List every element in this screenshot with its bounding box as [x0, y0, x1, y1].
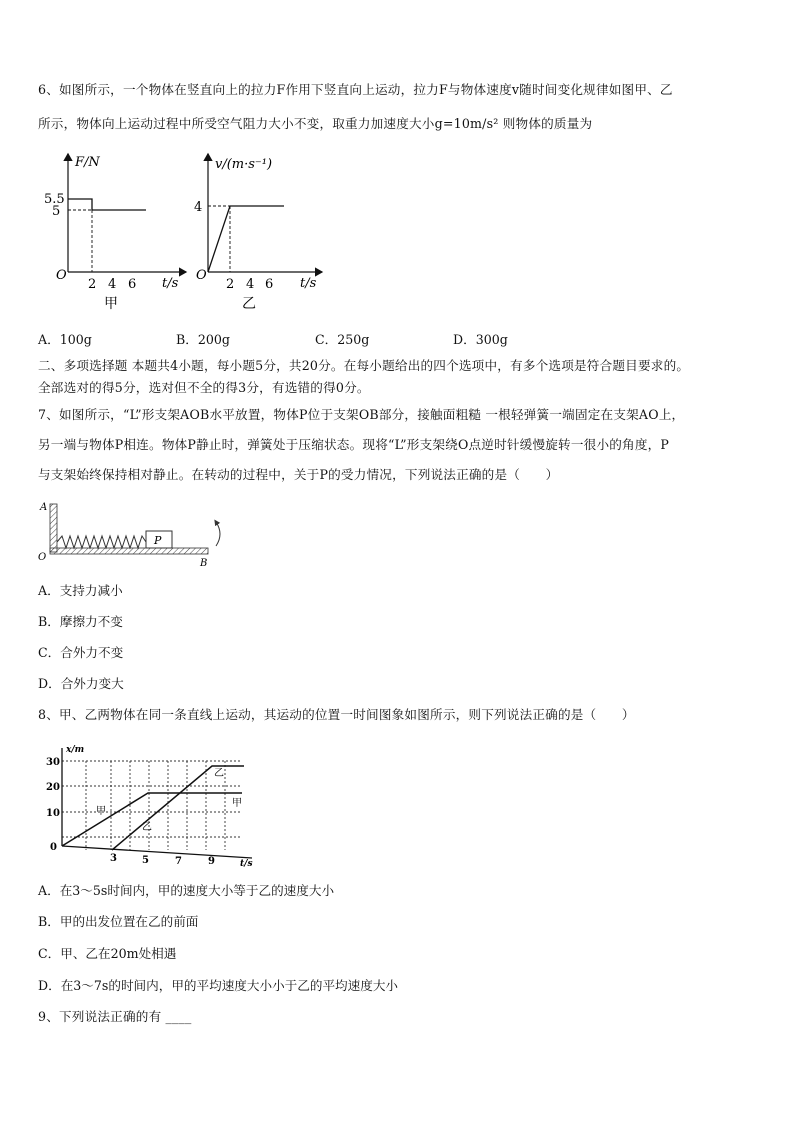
- q7-text-line-2: 另一端与物体P相连。物体P静止时，弹簧处于压缩状态。现将“L”形支架绕O点逆时针缓慢旋转一很小的角度，P: [38, 437, 670, 452]
- q7-option-a[interactable]: A．支持力减小: [38, 583, 123, 598]
- yi-ytick-4: 4: [194, 200, 203, 215]
- q8-option-d[interactable]: D．在3～7s的时间内，甲的平均速度大小小于乙的平均速度大小: [38, 978, 399, 993]
- jia-origin: O: [56, 268, 67, 283]
- q8-ytick-20: 20: [46, 782, 60, 793]
- jia-xlabel: t/s: [162, 276, 179, 291]
- q7-option-d[interactable]: D．合外力变大: [38, 676, 124, 691]
- q8-series-jia: [62, 793, 242, 846]
- q6-option-a[interactable]: A．100g: [38, 332, 92, 347]
- yi-xtick-6: 6: [265, 277, 274, 292]
- q8-label-yi-top: 乙: [214, 768, 224, 779]
- yi-xtick-2: 2: [226, 277, 235, 292]
- q8-option-c[interactable]: C．甲、乙在20m处相遇: [38, 946, 177, 961]
- q8-xtick-7: 7: [175, 856, 182, 867]
- q8-ylabel: x/m: [66, 745, 85, 755]
- jia-xtick-2: 2: [88, 277, 97, 292]
- yi-origin: O: [196, 268, 207, 283]
- q7-label-p: P: [154, 534, 162, 547]
- q6-option-b[interactable]: B．200g: [176, 332, 230, 347]
- q7-arm-ao: [50, 504, 57, 552]
- yi-ylabel: v/(m·s⁻¹): [215, 157, 273, 172]
- q7-option-c[interactable]: C．合外力不变: [38, 645, 124, 660]
- q8-x-axis: [62, 846, 252, 858]
- q6-option-d[interactable]: D．300g: [453, 332, 508, 347]
- q8-figure: [40, 742, 260, 868]
- q8-xlabel: t/s: [240, 859, 253, 868]
- q8-ytick-30: 30: [46, 757, 60, 768]
- q8-xtick-5: 5: [142, 855, 149, 866]
- section2-text-line-1: 二、多项选择题 本题共4小题，每小题5分，共20分。在每小题给出的四个选项中，有多个选项是符合题目要求的。: [38, 358, 690, 373]
- q7-label-o: O: [38, 552, 47, 563]
- section2-text-line-2: 全部选对的得5分，选对但不全的得3分，有选错的得0分。: [38, 380, 370, 395]
- q7-option-b[interactable]: B．摩擦力不变: [38, 614, 123, 629]
- q6-option-c[interactable]: C．250g: [315, 332, 370, 347]
- q7-label-b: B: [200, 558, 208, 569]
- q7-rotation-arrow: [216, 522, 220, 546]
- jia-xtick-4: 4: [108, 277, 117, 292]
- q7-arm-ob: [50, 548, 208, 554]
- q8-label-jia-right: 甲: [232, 798, 242, 809]
- yi-caption: 乙: [242, 296, 256, 312]
- jia-ytick-5: 5: [52, 204, 61, 219]
- q8-label-yi-mid: 乙: [142, 822, 152, 833]
- q7-text-line-3: 与支架始终保持相对静止。在转动的过程中，关于P的受力情况，下列说法正确的是（ ）: [38, 467, 559, 482]
- yi-xtick-4: 4: [246, 277, 255, 292]
- q6-text-line-2: 所示，物体向上运动过程中所受空气阻力大小不变，取重力加速度大小g=10m/s² 则物体的质量为: [38, 116, 593, 131]
- q9-text-line-1: 9、下列说法正确的有 ____: [38, 1009, 192, 1024]
- q6-text-line-1: 6、如图所示，一个物体在竖直向上的拉力F作用下竖直向上运动，拉力F与物体速度v随时间变化规律如图甲、乙: [38, 82, 673, 97]
- q6-figure-jia: [40, 148, 190, 316]
- q8-text-line-1: 8、甲、乙两物体在同一条直线上运动，其运动的位置一时间图象如图所示，则下列说法正确的是（ ）: [38, 707, 635, 722]
- q7-label-a: A: [40, 502, 48, 513]
- jia-xtick-6: 6: [128, 277, 137, 292]
- q7-text-line-1: 7、如图所示，“L”形支架AOB水平放置，物体P位于支架OB部分，接触面粗糙 一根轻弹簧一端固定在支架AO上，: [38, 407, 685, 422]
- q7-figure: [36, 498, 236, 572]
- q8-xtick-3: 3: [110, 853, 117, 864]
- q8-ytick-0: 0: [50, 842, 57, 853]
- q8-option-b[interactable]: B．甲的出发位置在乙的前面: [38, 914, 199, 929]
- q8-label-jia-left: 甲: [96, 806, 106, 817]
- jia-force-line: [68, 199, 146, 210]
- q7-spring: [57, 536, 146, 548]
- q8-option-a[interactable]: A．在3～5s时间内，甲的速度大小等于乙的速度大小: [38, 883, 335, 898]
- q8-ytick-10: 10: [46, 808, 60, 819]
- q8-xtick-9: 9: [208, 856, 215, 867]
- jia-caption: 甲: [104, 296, 118, 312]
- jia-ylabel: F/N: [75, 155, 100, 170]
- yi-velocity-line: [208, 206, 284, 272]
- yi-xlabel: t/s: [300, 276, 317, 291]
- q6-figure-yi: [190, 148, 330, 316]
- jia-ytick-5.5: 5.5: [44, 192, 65, 207]
